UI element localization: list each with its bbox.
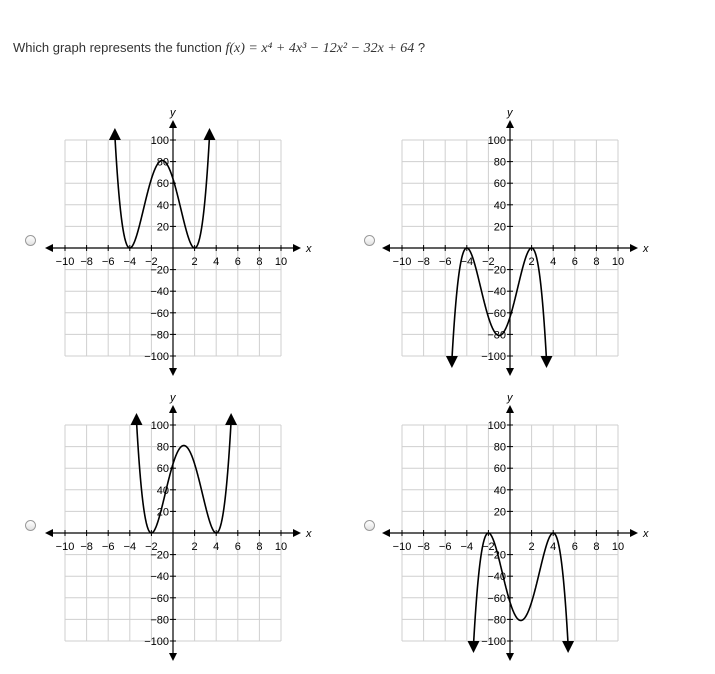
x-tick-label: −8 xyxy=(417,256,430,268)
y-axis-title: y xyxy=(170,107,176,119)
y-tick-label: 20 xyxy=(493,221,506,234)
curve-arrow-left xyxy=(467,641,479,653)
radio-option-c[interactable] xyxy=(25,520,36,531)
curve-arrow-right xyxy=(562,641,574,653)
function-expression: f(x) = x⁴ + 4x³ − 12x² − 32x + 64 xyxy=(225,41,415,56)
curve-arrow-right xyxy=(541,356,553,368)
y-axis-arrow-up xyxy=(506,120,514,128)
y-tick-label: 100 xyxy=(150,420,169,432)
y-tick-label: 80 xyxy=(156,441,169,454)
y-tick-label: −20 xyxy=(150,549,169,562)
x-tick-label: −8 xyxy=(80,541,93,553)
x-tick-label: 10 xyxy=(274,541,288,553)
x-tick-label: 6 xyxy=(571,541,578,553)
y-tick-label: −60 xyxy=(150,307,169,320)
radio-option-d[interactable] xyxy=(364,520,375,531)
x-tick-label: 10 xyxy=(611,541,625,553)
x-tick-label: 4 xyxy=(213,541,220,553)
x-tick-label: 4 xyxy=(550,256,557,268)
graph-option-c xyxy=(48,393,318,663)
x-tick-label: 2 xyxy=(191,256,198,268)
y-tick-label: 60 xyxy=(156,178,169,191)
curve-arrow-left xyxy=(446,356,458,368)
y-tick-label: 60 xyxy=(493,178,506,191)
y-tick-label: 20 xyxy=(493,506,506,519)
y-axis-title: y xyxy=(170,392,176,404)
x-tick-label: 8 xyxy=(256,256,263,268)
y-tick-label: −100 xyxy=(144,636,169,648)
y-tick-label: −100 xyxy=(481,636,506,648)
y-tick-label: −80 xyxy=(487,614,506,627)
x-tick-label: −2 xyxy=(145,541,158,553)
curve-arrow-right xyxy=(204,128,216,140)
y-tick-label: −20 xyxy=(487,264,506,277)
graph-option-b xyxy=(385,108,655,378)
y-tick-label: 80 xyxy=(156,156,169,169)
x-axis-arrow-left xyxy=(45,244,53,252)
x-tick-label: −10 xyxy=(55,256,75,268)
y-tick-label: −80 xyxy=(487,329,506,342)
y-tick-label: −60 xyxy=(487,307,506,320)
x-tick-label: −4 xyxy=(123,256,137,268)
x-tick-label: 6 xyxy=(234,256,241,268)
y-axis-arrow-up xyxy=(169,120,177,128)
x-tick-label: −4 xyxy=(460,256,474,268)
radio-option-a[interactable] xyxy=(25,235,36,246)
y-axis-arrow-down xyxy=(169,368,177,376)
question-prefix: Which graph represents the function xyxy=(13,40,226,55)
x-axis-title: x xyxy=(643,528,649,540)
x-tick-label: −10 xyxy=(392,256,412,268)
x-axis-title: x xyxy=(306,243,312,255)
graph-option-a xyxy=(48,108,318,378)
x-tick-label: 10 xyxy=(611,256,625,268)
x-tick-label: 6 xyxy=(234,541,241,553)
x-tick-label: 8 xyxy=(593,541,600,553)
x-tick-label: −4 xyxy=(123,541,137,553)
x-tick-label: −8 xyxy=(417,541,430,553)
x-axis-arrow-right xyxy=(293,529,301,537)
x-tick-label: −4 xyxy=(460,541,474,553)
curve-arrow-left xyxy=(130,413,142,425)
x-tick-label: −2 xyxy=(482,541,495,553)
y-tick-label: 100 xyxy=(487,135,506,147)
y-tick-label: 20 xyxy=(156,506,169,519)
y-tick-label: −40 xyxy=(487,286,506,299)
y-tick-label: 20 xyxy=(156,221,169,234)
x-axis-title: x xyxy=(643,243,649,255)
curve-arrow-left xyxy=(109,128,121,140)
x-tick-label: 8 xyxy=(256,541,263,553)
function-curve xyxy=(137,421,232,533)
x-tick-label: 2 xyxy=(528,541,535,553)
curve-arrow-right xyxy=(225,413,237,425)
x-axis-arrow-right xyxy=(630,244,638,252)
x-tick-label: −6 xyxy=(438,541,452,553)
radio-option-b[interactable] xyxy=(364,235,375,246)
x-axis-arrow-right xyxy=(630,529,638,537)
y-tick-label: 40 xyxy=(493,199,506,212)
x-axis-arrow-left xyxy=(45,529,53,537)
y-tick-label: −100 xyxy=(481,351,506,363)
y-tick-label: −40 xyxy=(150,571,169,584)
y-tick-label: 60 xyxy=(493,463,506,476)
x-tick-label: −6 xyxy=(101,256,115,268)
y-tick-label: −100 xyxy=(144,351,169,363)
y-axis-arrow-up xyxy=(506,405,514,413)
x-tick-label: 6 xyxy=(571,256,578,268)
y-tick-label: 100 xyxy=(487,420,506,432)
y-tick-label: −80 xyxy=(150,329,169,342)
x-tick-label: 8 xyxy=(593,256,600,268)
y-tick-label: 80 xyxy=(493,441,506,454)
question-text xyxy=(13,40,425,57)
x-axis-arrow-right xyxy=(293,244,301,252)
y-tick-label: 100 xyxy=(150,135,169,147)
y-tick-label: −40 xyxy=(150,286,169,299)
question-suffix: ? xyxy=(414,40,426,55)
y-tick-label: −60 xyxy=(150,592,169,605)
x-tick-label: −6 xyxy=(101,541,115,553)
graph-option-d xyxy=(385,393,655,663)
y-tick-label: −60 xyxy=(487,592,506,605)
y-axis-arrow-up xyxy=(169,405,177,413)
y-axis-title: y xyxy=(507,107,513,119)
x-tick-label: 2 xyxy=(528,256,535,268)
y-axis-arrow-down xyxy=(506,653,514,661)
x-tick-label: 2 xyxy=(191,541,198,553)
y-axis-arrow-down xyxy=(506,368,514,376)
y-tick-label: 40 xyxy=(156,199,169,212)
y-tick-label: −20 xyxy=(487,549,506,562)
y-tick-label: 40 xyxy=(493,484,506,497)
x-tick-label: 10 xyxy=(274,256,288,268)
y-tick-label: −40 xyxy=(487,571,506,584)
x-axis-title: x xyxy=(306,528,312,540)
y-tick-label: −20 xyxy=(150,264,169,277)
y-tick-label: 60 xyxy=(156,463,169,476)
y-tick-label: −80 xyxy=(150,614,169,627)
x-tick-label: 4 xyxy=(213,256,220,268)
x-tick-label: −6 xyxy=(438,256,452,268)
y-axis-title: y xyxy=(507,392,513,404)
x-tick-label: −10 xyxy=(55,541,75,553)
x-tick-label: −10 xyxy=(392,541,412,553)
y-axis-arrow-down xyxy=(169,653,177,661)
x-tick-label: 4 xyxy=(550,541,557,553)
y-tick-label: 80 xyxy=(493,156,506,169)
y-tick-label: 40 xyxy=(156,484,169,497)
x-tick-label: −2 xyxy=(145,256,158,268)
x-axis-arrow-left xyxy=(382,244,390,252)
x-tick-label: −8 xyxy=(80,256,93,268)
x-axis-arrow-left xyxy=(382,529,390,537)
x-tick-label: −2 xyxy=(482,256,495,268)
